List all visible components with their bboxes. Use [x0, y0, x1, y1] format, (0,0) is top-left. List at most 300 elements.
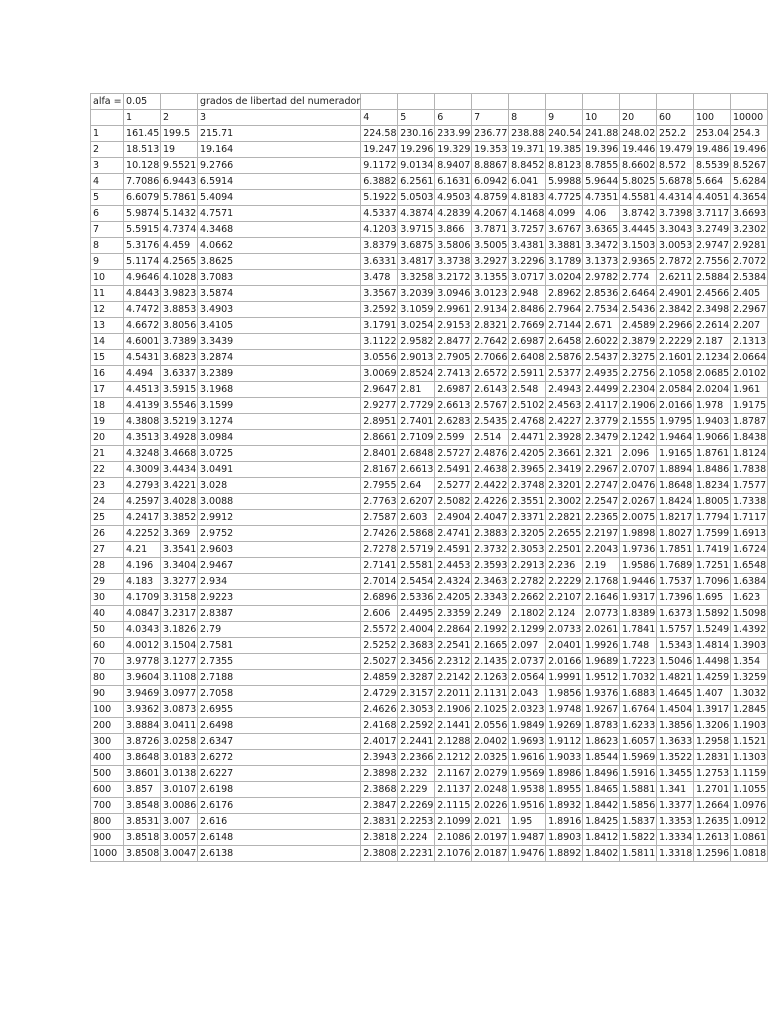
table-cell: 1.3522 [657, 750, 694, 766]
table-cell: 6.9443 [161, 174, 198, 190]
table-cell: 1.5837 [620, 814, 657, 830]
table-row [91, 158, 768, 174]
table-cell: 2.021 [472, 814, 509, 830]
table-cell: 1.748 [620, 638, 657, 654]
table-cell: 3.0556 [361, 350, 398, 366]
table-cell: 3.8601 [124, 766, 161, 782]
table-cell: 3.1059 [398, 302, 435, 318]
table-cell: 3.0138 [161, 766, 198, 782]
table-cell: 5.0503 [398, 190, 435, 206]
table-row [91, 702, 768, 718]
table-cell: 3.8648 [124, 750, 161, 766]
table-cell: 2.0261 [583, 622, 620, 638]
table-cell: 4.7374 [161, 222, 198, 238]
table-cell: 1.5098 [730, 606, 767, 622]
table-cell: 6.041 [509, 174, 546, 190]
table-cell: 2.8524 [398, 366, 435, 382]
table-cell: 2.3732 [472, 542, 509, 558]
table-cell: 2.6408 [509, 350, 546, 366]
table-cell: 3.478 [361, 270, 398, 286]
table-cell: 4.196 [124, 558, 161, 574]
table-cell: 1.5892 [693, 606, 730, 622]
table-cell: 1.4392 [730, 622, 767, 638]
table-cell: 5.9874 [124, 206, 161, 222]
table-cell: 2.3456 [398, 654, 435, 670]
df-denominator-label: 600 [91, 782, 124, 798]
df-denominator-label: 400 [91, 750, 124, 766]
table-cell: 4.6001 [124, 334, 161, 350]
table-cell: 3.4445 [620, 222, 657, 238]
table-cell: 2.5102 [509, 398, 546, 414]
header-cell [435, 94, 472, 110]
table-cell: 6.2561 [398, 174, 435, 190]
table-cell: 19.385 [546, 142, 583, 158]
table-cell: 2.3359 [435, 606, 472, 622]
table-cell: 4.4051 [693, 190, 730, 206]
df-numerator-header: 4 [361, 110, 398, 126]
table-cell: 3.4903 [197, 302, 360, 318]
table-cell: 2.1025 [472, 702, 509, 718]
table-cell: 2.7763 [361, 494, 398, 510]
table-cell: 1.7117 [730, 510, 767, 526]
table-cell: 3.8379 [361, 238, 398, 254]
table-cell: 3.2296 [509, 254, 546, 270]
table-cell: 5.6878 [657, 174, 694, 190]
table-cell: 2.0166 [546, 654, 583, 670]
table-cell: 2.8477 [435, 334, 472, 350]
table-cell: 2.3201 [546, 478, 583, 494]
table-cell: 2.7188 [197, 670, 360, 686]
table-cell: 1.3318 [657, 846, 694, 862]
table-cell: 3.857 [124, 782, 161, 798]
table-cell: 1.8761 [693, 446, 730, 462]
table-cell: 2.0204 [693, 382, 730, 398]
table-cell: 3.6823 [161, 350, 198, 366]
table-cell: 2.2229 [657, 334, 694, 350]
table-cell: 2.3818 [361, 830, 398, 846]
table-cell: 2.4205 [509, 446, 546, 462]
table-cell: 1.8425 [583, 814, 620, 830]
table-cell: 3.1274 [197, 414, 360, 430]
table-cell: 1.5856 [620, 798, 657, 814]
table-cell: 1.5249 [693, 622, 730, 638]
table-cell: 2.4591 [435, 542, 472, 558]
table-cell: 3.1599 [197, 398, 360, 414]
table-cell: 1.5811 [620, 846, 657, 862]
table-cell: 2.4495 [398, 606, 435, 622]
table-cell: 2.1313 [730, 334, 767, 350]
table-cell: 2.6211 [657, 270, 694, 286]
table-cell: 2.7669 [509, 318, 546, 334]
table-cell: 2.9467 [197, 558, 360, 574]
table-cell: 2.7072 [730, 254, 767, 270]
df-denominator-label: 500 [91, 766, 124, 782]
df-denominator-label: 25 [91, 510, 124, 526]
table-cell: 4.8443 [124, 286, 161, 302]
table-cell: 2.9603 [197, 542, 360, 558]
table-cell: 4.2839 [435, 206, 472, 222]
df-numerator-header: 60 [657, 110, 694, 126]
table-row [91, 350, 768, 366]
table-cell: 3.866 [435, 222, 472, 238]
table-cell: 1.4259 [693, 670, 730, 686]
table-cell: 1.1521 [730, 734, 767, 750]
table-cell: 2.4226 [472, 494, 509, 510]
table-cell: 3.2317 [161, 606, 198, 622]
table-cell: 2.3593 [472, 558, 509, 574]
df-denominator-label: 19 [91, 414, 124, 430]
table-cell: 3.5005 [472, 238, 509, 254]
table-cell: 1.8402 [583, 846, 620, 862]
df-denominator-label: 24 [91, 494, 124, 510]
table-cell: 238.88 [509, 126, 546, 142]
table-cell: 3.1968 [197, 382, 360, 398]
table-cell: 2.8167 [361, 462, 398, 478]
table-cell: 2.616 [197, 814, 360, 830]
header-cell [161, 94, 198, 110]
table-cell: 3.3404 [161, 558, 198, 574]
table-cell: 1.6724 [730, 542, 767, 558]
df-denominator-label: 4 [91, 174, 124, 190]
table-cell: 2.2197 [583, 526, 620, 542]
table-cell: 4.2252 [124, 526, 161, 542]
table-cell: 3.0204 [546, 270, 583, 286]
table-cell: 2.2966 [657, 318, 694, 334]
table-cell: 8.8123 [546, 158, 583, 174]
table-cell: 9.2766 [197, 158, 360, 174]
df-numerator-header: 9 [546, 110, 583, 126]
table-cell: 1.3377 [657, 798, 694, 814]
table-cell: 1.8916 [546, 814, 583, 830]
table-cell: 1.2664 [693, 798, 730, 814]
table-cell: 1.9926 [583, 638, 620, 654]
table-row [91, 430, 768, 446]
table-cell: 2.2501 [546, 542, 583, 558]
table-cell: 9.5521 [161, 158, 198, 174]
table-cell: 2.6498 [197, 718, 360, 734]
table-cell: 2.0773 [583, 606, 620, 622]
table-cell: 2.79 [197, 622, 360, 638]
df-numerator-header: 8 [509, 110, 546, 126]
table-cell: 3.8726 [124, 734, 161, 750]
table-cell: 1.7032 [620, 670, 657, 686]
table-cell: 1.7599 [693, 526, 730, 542]
table-cell: 2.321 [583, 446, 620, 462]
table-cell: 1.4498 [693, 654, 730, 670]
table-cell: 3.3277 [161, 574, 198, 590]
table-cell: 1.0861 [730, 830, 767, 846]
table-cell: 4.9646 [124, 270, 161, 286]
table-row [91, 206, 768, 222]
table-cell: 5.9988 [546, 174, 583, 190]
table-cell: 2.5884 [693, 270, 730, 286]
header-cell [620, 94, 657, 110]
table-cell: 2.4117 [583, 398, 620, 414]
table-cell: 4.4314 [657, 190, 694, 206]
table-cell: 3.3472 [583, 238, 620, 254]
table-cell: 3.3567 [361, 286, 398, 302]
table-cell: 2.5082 [435, 494, 472, 510]
table-cell: 2.1167 [435, 766, 472, 782]
table-row [91, 654, 768, 670]
table-cell: 1.8424 [657, 494, 694, 510]
table-cell: 2.0279 [472, 766, 509, 782]
table-cell: 2.4626 [361, 702, 398, 718]
df-numerator-header: 7 [472, 110, 509, 126]
table-cell: 2.2441 [398, 734, 435, 750]
table-cell: 1.6913 [730, 526, 767, 542]
table-cell: 3.0491 [197, 462, 360, 478]
table-cell: 3.0107 [161, 782, 198, 798]
table-cell: 2.6464 [620, 286, 657, 302]
table-cell: 4.2597 [124, 494, 161, 510]
df-denominator-label: 27 [91, 542, 124, 558]
table-cell: 3.8853 [161, 302, 198, 318]
table-cell: 8.5267 [730, 158, 767, 174]
table-cell: 2.5719 [398, 542, 435, 558]
table-cell: 2.6848 [398, 446, 435, 462]
table-cell: 1.9693 [509, 734, 546, 750]
table-cell: 2.2043 [583, 542, 620, 558]
table-cell: 2.2231 [398, 846, 435, 862]
table-cell: 2.3748 [509, 478, 546, 494]
table-cell: 1.6548 [730, 558, 767, 574]
table-cell: 3.8056 [161, 318, 198, 334]
df-denominator-label: 90 [91, 686, 124, 702]
table-cell: 5.664 [693, 174, 730, 190]
table-cell: 2.671 [583, 318, 620, 334]
table-cell: 2.0685 [693, 366, 730, 382]
table-cell: 2.5767 [472, 398, 509, 414]
table-cell: 3.0086 [161, 798, 198, 814]
table-cell: 2.0075 [620, 510, 657, 526]
table-cell: 2.7144 [546, 318, 583, 334]
table-cell: 2.3287 [398, 670, 435, 686]
table-cell: 19.371 [509, 142, 546, 158]
table-cell: 3.0717 [509, 270, 546, 286]
df-denominator-label: 14 [91, 334, 124, 350]
table-cell: 1.8892 [546, 846, 583, 862]
table-cell: 2.64 [398, 478, 435, 494]
table-cell: 2.1906 [435, 702, 472, 718]
df-denominator-label: 6 [91, 206, 124, 222]
table-cell: 2.1131 [472, 686, 509, 702]
table-cell: 1.961 [730, 382, 767, 398]
table-cell: 9.0134 [398, 158, 435, 174]
table-cell: 1.3633 [657, 734, 694, 750]
df-numerator-header: 10 [583, 110, 620, 126]
table-row [91, 478, 768, 494]
table-cell: 3.6693 [730, 206, 767, 222]
table-cell: 1.5969 [620, 750, 657, 766]
table-cell: 2.3498 [693, 302, 730, 318]
header-cell [546, 94, 583, 110]
df-denominator-label: 26 [91, 526, 124, 542]
df-denominator-label: 2 [91, 142, 124, 158]
table-cell: 3.0946 [435, 286, 472, 302]
table-cell: 2.19 [583, 558, 620, 574]
table-cell: 19.164 [197, 142, 360, 158]
table-cell: 1.8217 [657, 510, 694, 526]
table-cell: 2.9782 [583, 270, 620, 286]
table-cell: 215.71 [197, 126, 360, 142]
table-cell: 1.8389 [620, 606, 657, 622]
table-cell: 5.6284 [730, 174, 767, 190]
table-cell: 2.3842 [657, 302, 694, 318]
table-cell: 18.513 [124, 142, 161, 158]
table-row [91, 606, 768, 622]
table-cell: 1.8544 [583, 750, 620, 766]
table-cell: 4.2793 [124, 478, 161, 494]
table-cell: 4.4139 [124, 398, 161, 414]
table-cell: 2.1263 [472, 670, 509, 686]
table-cell: 2.6896 [361, 590, 398, 606]
table-cell: 2.2107 [546, 590, 583, 606]
table-cell: 2.0737 [509, 654, 546, 670]
table-row [91, 718, 768, 734]
table-cell: 2.3463 [472, 574, 509, 590]
table-cell: 2.4589 [620, 318, 657, 334]
df-denominator-label: 16 [91, 366, 124, 382]
table-cell: 4.9503 [435, 190, 472, 206]
table-cell: 1.0976 [730, 798, 767, 814]
table-cell: 2.2614 [693, 318, 730, 334]
table-cell: 2.9277 [361, 398, 398, 414]
df-denominator-label: 3 [91, 158, 124, 174]
table-cell: 1.8955 [546, 782, 583, 798]
table-cell: 3.7389 [161, 334, 198, 350]
table-cell: 3.4105 [197, 318, 360, 334]
table-cell: 2.1601 [657, 350, 694, 366]
table-cell: 2.7413 [435, 366, 472, 382]
table-cell: 2.6613 [435, 398, 472, 414]
table-cell: 2.9013 [398, 350, 435, 366]
table-cell: 2.0584 [657, 382, 694, 398]
table-cell: 4.6672 [124, 318, 161, 334]
table-cell: 2.6955 [197, 702, 360, 718]
table-cell: 2.3002 [546, 494, 583, 510]
table-cell: 230.16 [398, 126, 435, 142]
table-cell: 3.4817 [398, 254, 435, 270]
header-cell [693, 94, 730, 110]
table-cell: 1.7838 [730, 462, 767, 478]
table-cell: 2.3275 [620, 350, 657, 366]
table-cell: 2.3551 [509, 494, 546, 510]
table-cell: 3.7083 [197, 270, 360, 286]
table-cell: 4.4513 [124, 382, 161, 398]
df-denominator-label: 70 [91, 654, 124, 670]
df-numerator-header: 20 [620, 110, 657, 126]
table-cell: 3.6365 [583, 222, 620, 238]
table-cell: 3.0984 [197, 430, 360, 446]
table-cell: 1.3259 [730, 670, 767, 686]
table-cell: 2.2312 [435, 654, 472, 670]
table-cell: 2.934 [197, 574, 360, 590]
table-cell: 2.7014 [361, 574, 398, 590]
table-cell: 1.1903 [730, 718, 767, 734]
table-cell: 3.2874 [197, 350, 360, 366]
table-cell: 4.3248 [124, 446, 161, 462]
header-row-df-numerator [91, 110, 768, 126]
table-cell: 2.2662 [509, 590, 546, 606]
table-cell: 5.4094 [197, 190, 360, 206]
table-cell: 19.486 [693, 142, 730, 158]
table-cell: 4.3654 [730, 190, 767, 206]
table-cell: 3.6331 [361, 254, 398, 270]
table-cell: 3.3852 [161, 510, 198, 526]
table-cell: 1.6384 [730, 574, 767, 590]
table-cell: 4.7472 [124, 302, 161, 318]
df-denominator-label: 12 [91, 302, 124, 318]
table-cell: 4.3808 [124, 414, 161, 430]
table-row [91, 222, 768, 238]
table-row [91, 750, 768, 766]
table-cell: 5.1432 [161, 206, 198, 222]
table-cell: 6.3882 [361, 174, 398, 190]
table-cell: 3.3258 [398, 270, 435, 286]
table-cell: 3.5915 [161, 382, 198, 398]
table-cell: 1.9403 [693, 414, 730, 430]
table-cell: 2.1992 [472, 622, 509, 638]
table-cell: 1.7794 [693, 510, 730, 526]
table-cell: 4.7725 [546, 190, 583, 206]
header-cell [509, 94, 546, 110]
table-cell: 6.5914 [197, 174, 360, 190]
table-cell: 2.3479 [583, 430, 620, 446]
table-cell: 3.6875 [398, 238, 435, 254]
table-cell: 5.5915 [124, 222, 161, 238]
table-cell: 2.6138 [197, 846, 360, 862]
table-cell: 2.7964 [546, 302, 583, 318]
table-cell: 1.8465 [583, 782, 620, 798]
table-cell: 1.7396 [657, 590, 694, 606]
table-cell: 2.8387 [197, 606, 360, 622]
table-cell: 2.4205 [435, 590, 472, 606]
table-cell: 1.8005 [693, 494, 730, 510]
df-numerator-header: 100 [693, 110, 730, 126]
table-cell: 2.5252 [361, 638, 398, 654]
table-cell: 2.0402 [472, 734, 509, 750]
table-cell: 2.5435 [472, 414, 509, 430]
table-cell: 3.1122 [361, 334, 398, 350]
df-numerator-header: 6 [435, 110, 472, 126]
table-cell: 1.7338 [730, 494, 767, 510]
table-cell: 3.9469 [124, 686, 161, 702]
table-cell: 3.4928 [161, 430, 198, 446]
table-cell: 2.6987 [435, 382, 472, 398]
table-row [91, 126, 768, 142]
table-cell: 1.8486 [693, 462, 730, 478]
table-cell: 4.3513 [124, 430, 161, 446]
df-numerator-header: 2 [161, 110, 198, 126]
table-cell: 1.9165 [657, 446, 694, 462]
table-cell: 2.4566 [693, 286, 730, 302]
df-denominator-label: 9 [91, 254, 124, 270]
table-cell: 2.8321 [472, 318, 509, 334]
table-cell: 2.599 [435, 430, 472, 446]
table-cell: 2.948 [509, 286, 546, 302]
table-cell: 10.128 [124, 158, 161, 174]
table-cell: 1.1159 [730, 766, 767, 782]
table-cell: 8.8452 [509, 158, 546, 174]
table-cell: 3.1277 [161, 654, 198, 670]
table-cell: 1.623 [730, 590, 767, 606]
df-denominator-label: 17 [91, 382, 124, 398]
table-cell: 1.9512 [583, 670, 620, 686]
header-cell [361, 94, 398, 110]
table-cell: 1.6373 [657, 606, 694, 622]
table-cell: 1.9736 [620, 542, 657, 558]
